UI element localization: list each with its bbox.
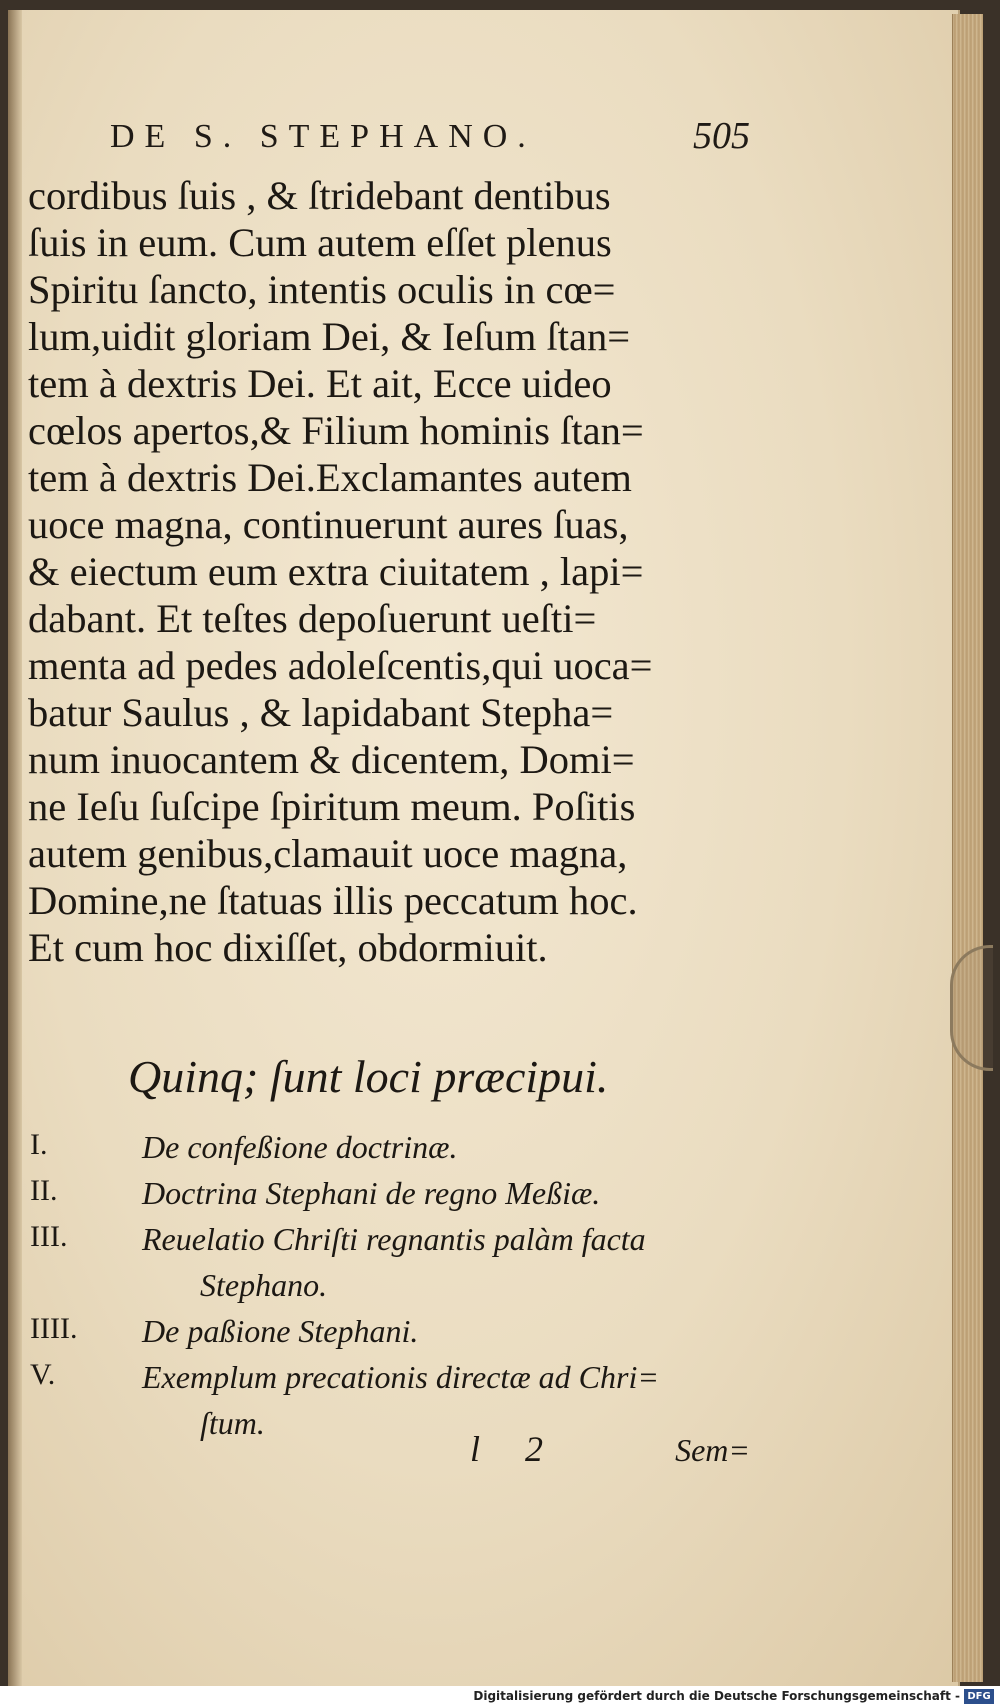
text-line: lum,uidit gloriam Dei, & Ieſum ſtan= [28,314,631,359]
point-number: I. [30,1128,48,1161]
point-text-continuation: Stephano. [200,1267,328,1303]
point-text: Exemplum precationis directæ ad Chri= [142,1359,659,1395]
credit-bar [0,1686,1000,1708]
point-text: Reuelatio Chriſti regnantis palàm facta [142,1221,646,1257]
page-clip-mark [950,945,993,1071]
point-text: De paßione Stephani. [142,1313,419,1349]
text-line: autem genibus,clamauit uoce magna, [28,831,628,876]
section-title: Quinq; ſunt loci præcipui. [128,1051,609,1102]
text-line: menta ad pedes adoleſcentis,qui uoca= [28,643,653,688]
text-line: Domine,ne ſtatuas illis peccatum hoc. [28,878,638,923]
text-line: & eiectum eum extra ciuitatem , lapi= [28,549,644,594]
text-line: cordibus ſuis , & ſtridebant dentibus [28,173,611,218]
point-text-continuation: ſtum. [200,1405,265,1441]
points-list [30,1124,750,1446]
list-item [30,1124,750,1170]
dfg-logo: DFG [964,1689,994,1704]
text-line: cœlos apertos,& Filium hominis ſtan= [28,408,644,453]
point-number: III. [30,1220,68,1253]
text-line: Et cum hoc dixiſſet, obdormiuit. [28,925,548,970]
text-line: tem à dextris Dei.Exclamantes autem [28,455,632,500]
point-number: V. [30,1358,56,1391]
text-line: ſuis in eum. Cum autem eſſet plenus [28,220,612,265]
page-gutter-shadow [8,10,22,1686]
point-number: II. [30,1174,58,1207]
list-item [30,1170,750,1216]
point-text: De confeßione doctrinæ. [142,1129,458,1165]
point-text: Doctrina Stephani de regno Meßiæ. [142,1175,601,1211]
text-line: ne Ieſu ſuſcipe ſpiritum meum. Poſitis [28,784,636,829]
page-edges [952,14,983,1682]
page-number: 505 [693,115,750,157]
point-number: IIII. [30,1312,78,1345]
point-text-block [142,1216,750,1308]
text-line: num inuocantem & dicentem, Domi= [28,737,635,782]
list-item [30,1216,750,1308]
digitization-credit: Digitalisierung gefördert durch die Deutsche Forschungsgemeinschaft - [473,1689,960,1703]
body-text [28,172,728,971]
text-line: Spiritu ſancto, intentis oculis in cœ= [28,267,616,312]
text-line: uoce magna, continuerunt aures ſuas, [28,502,629,547]
text-line: tem à dextris Dei. Et ait, Ecce uideo [28,361,612,406]
page-header [110,115,750,168]
catchword: Sem= [675,1432,750,1468]
page-footer [470,1428,750,1478]
running-head: DE S. STEPHANO. [110,118,536,155]
list-item [30,1308,750,1354]
text-line: batur Saulus , & lapidabant Stepha= [28,690,614,735]
signature-mark: l 2 [470,1429,562,1469]
text-line: dabant. Et teſtes depoſuerunt ueſti= [28,596,597,641]
